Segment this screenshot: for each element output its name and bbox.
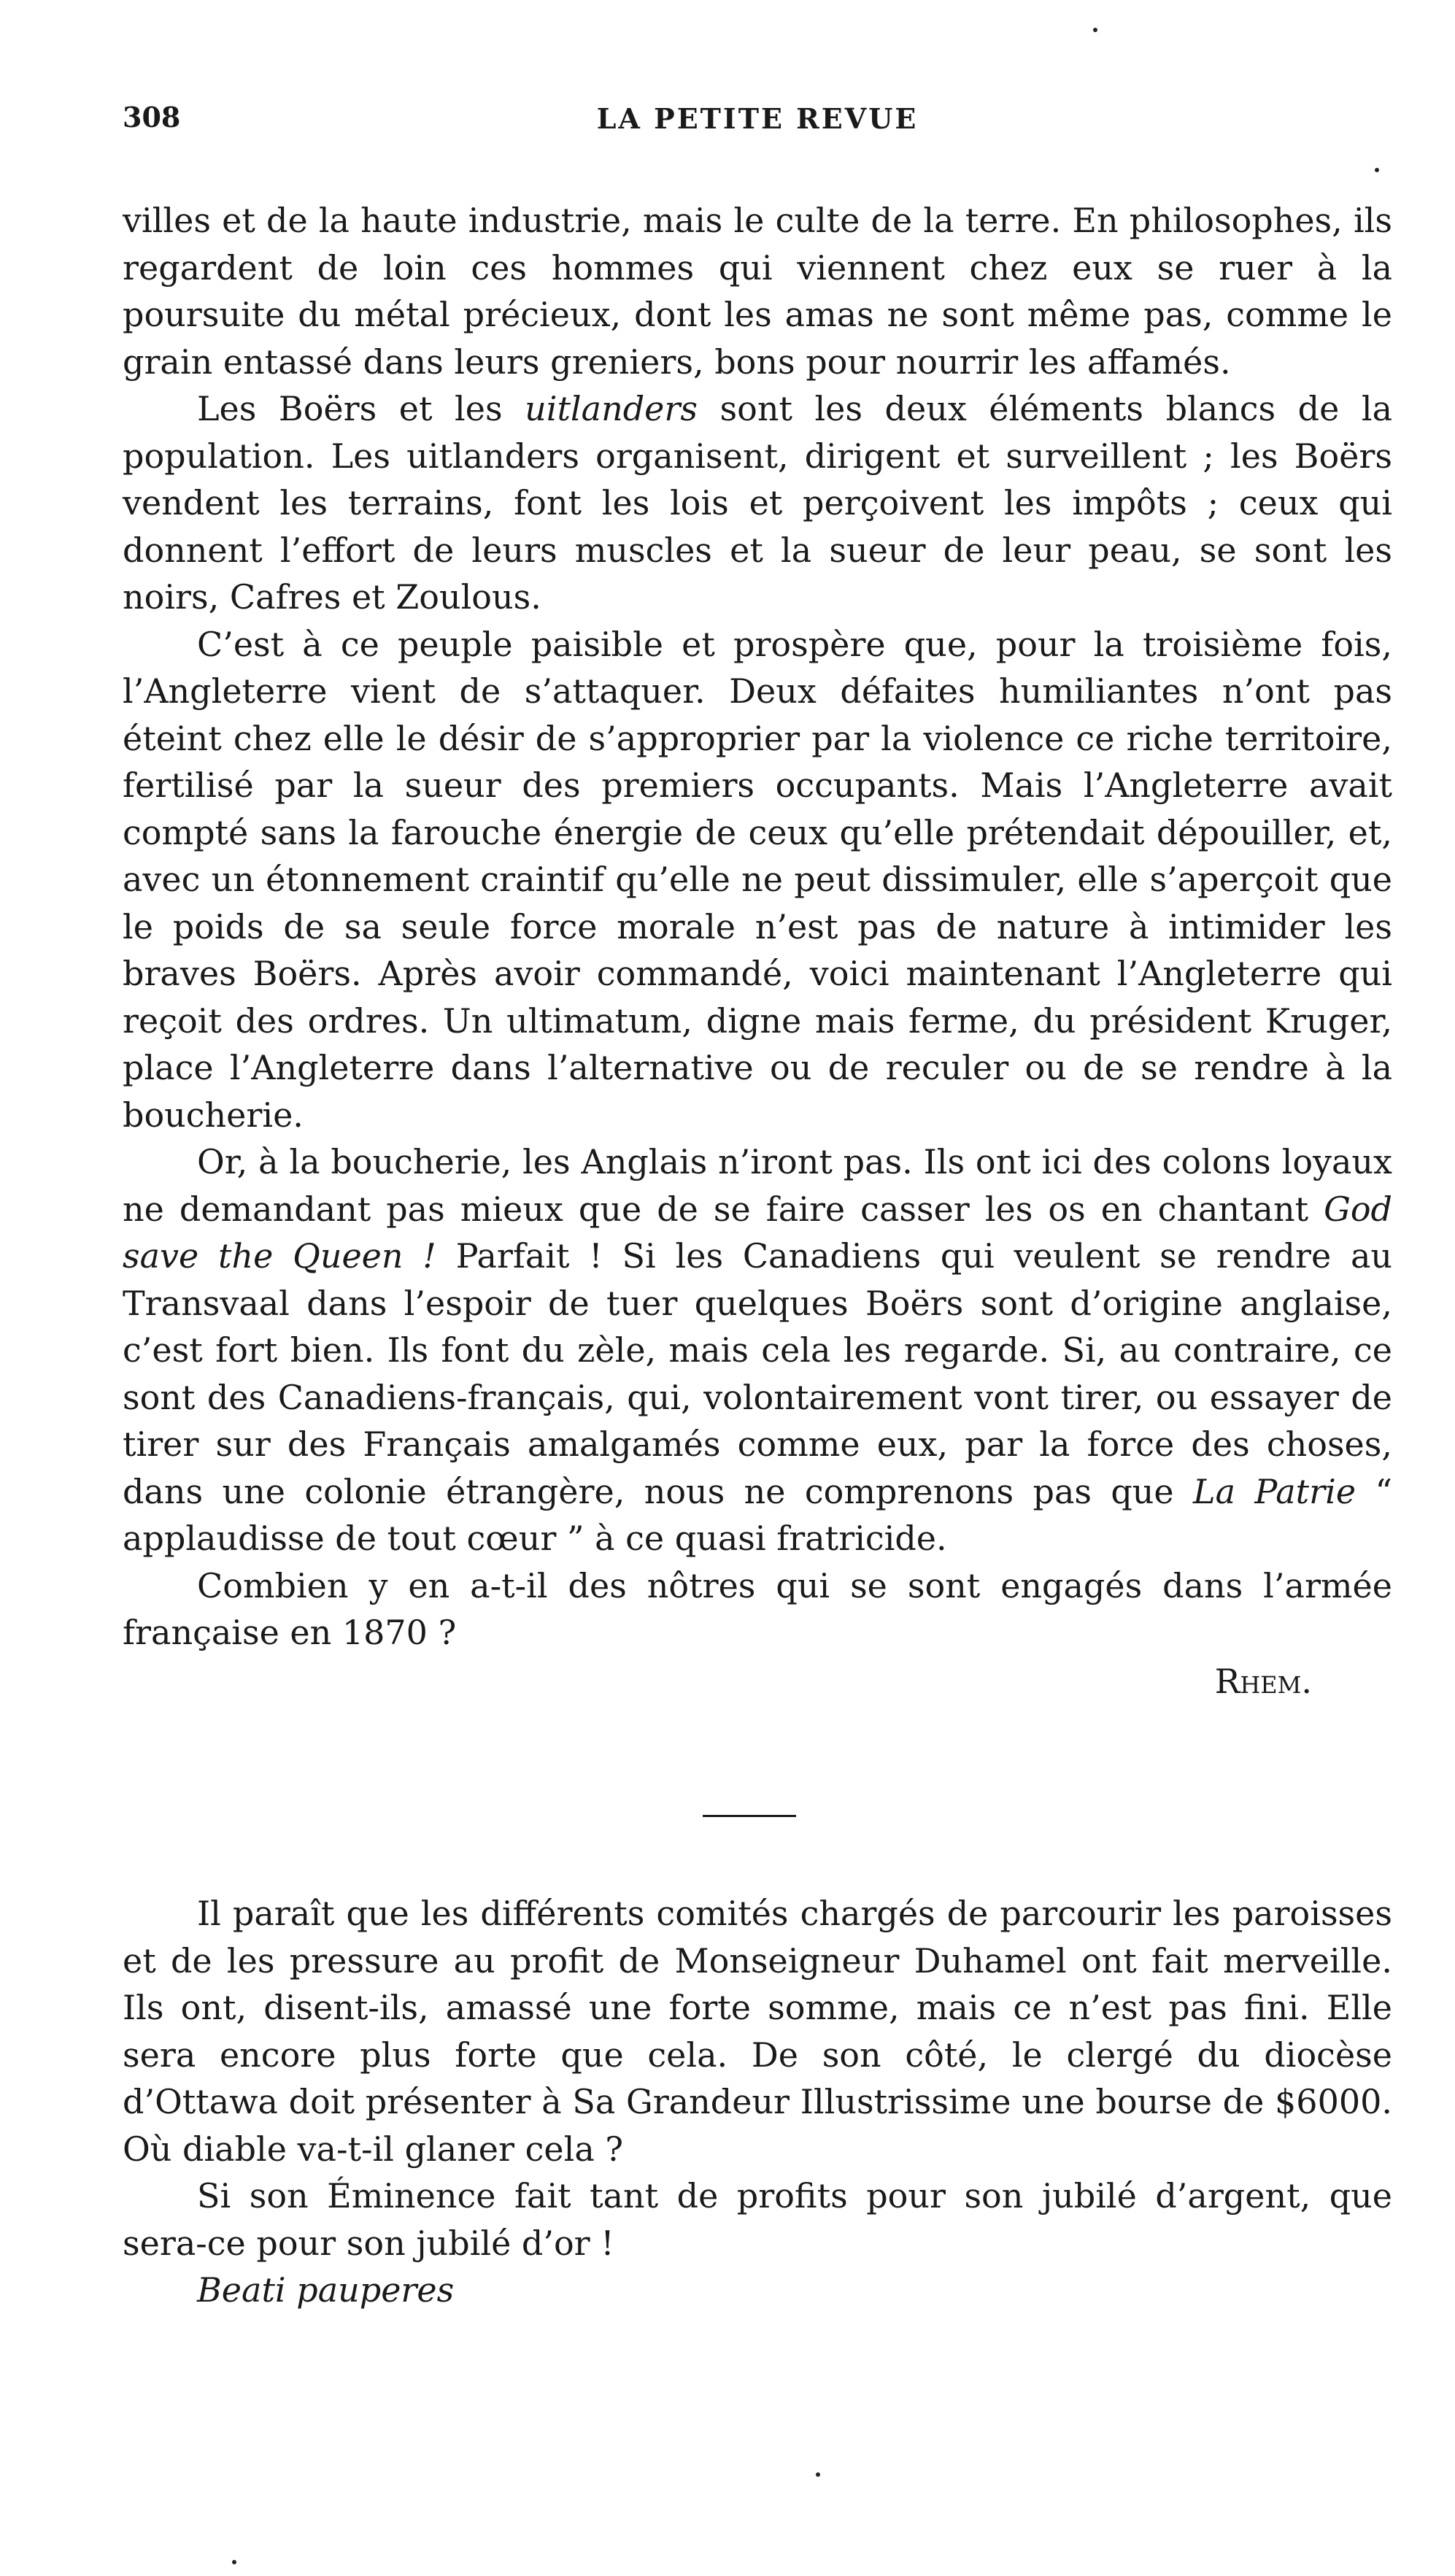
paragraph-4-text-middle: Parfait ! Si les Canadiens qui veulent se rendre au Transvaal dans l’espoir de tuer quelques Boërs sont d’origine anglaise, c’est fort bien. Ils font du zèle, mais cela les regarde. Si, au contraire, ce sont des Canadiens-français, qui, volontairement vont tirer, ou essayer de tirer sur des Français amalgamés comme eux, par la force des choses, dans une colonie étrangère, nous ne comprenons pas que (123, 1236, 1393, 1511)
paragraph-2-italic-term: uitlanders (525, 389, 698, 428)
running-title: LA PETITE REVUE (596, 102, 919, 135)
page-number: 308 (123, 101, 181, 134)
paragraph-4-text-end: “ applaudisse de tout cœur ” à ce quasi fratricide. (123, 1471, 1392, 1558)
paragraph-3: C’est à ce peuple paisible et prospère que, pour la troisième fois, l’Angleterre vient de s’attaquer. Deux défaites humiliantes n’ont pas éteint chez elle le désir de s’approprier par la violence ce riche territoire, fertilisé par la sueur des premiers occupants. Mais l’Angleterre avait compté sans la farouche énergie de ceux qu’elle prétendait dépouiller, et, avec un étonnement craintif qu’elle ne peut dissimuler, elle s’aperçoit que le poids de sa seule force morale n’est pas de nature à intimider les braves Boërs. Après avoir commandé, voici maintenant l’Angleterre qui reçoit des ordres. Un ultimatum, digne mais ferme, du président Kruger, place l’Angleterre dans l’alternative ou de reculer ou de se rendre à la boucherie. (123, 624, 1392, 1135)
paragraph-1: villes et de la haute industrie, mais le culte de la terre. En philosophes, ils regardent de loin ces hommes qui viennent chez eux se ruer à la poursuite du métal précieux, dont les amas ne sont même pas, comme le grain entassé dans leurs greniers, bons pour nourrir les affamés. (123, 201, 1392, 382)
closing-line (123, 2267, 1392, 2314)
paragraph-2-text-start: Les Boërs et les (197, 389, 503, 428)
paragraph-5: Combien y en a-t-il des nôtres qui se sont engagés dans l’armée française en 1870 ? (123, 1565, 1392, 1652)
section-divider (703, 1815, 796, 1817)
closing-italic-text: Beati pauperes (197, 2270, 455, 2310)
paragraph-4 (123, 1138, 1392, 1562)
paragraph-4-italic-song: God save the Queen ! (123, 1189, 1392, 1276)
print-speck (232, 2560, 236, 2564)
print-speck (816, 2472, 820, 2477)
print-speck (1093, 28, 1097, 32)
author-signature: Rhem. (1214, 1661, 1312, 1701)
print-speck (1375, 168, 1379, 172)
paragraph-4-italic-newspaper: La Patrie (1193, 1471, 1356, 1511)
paragraph-2-text-end: sont les deux éléments blancs de la population. Les uitlanders organisent, dirigent et surveillent ; les Boërs vendent les terrains, font les lois et perçoivent les impôts ; ceux qui donnent l’effort de leurs muscles et la sueur de leur peau, se sont les noirs, Cafres et Zoulous. (123, 389, 1393, 617)
paragraph-2 (123, 385, 1392, 621)
paragraph-6: Il paraît que les différents comités chargés de parcourir les paroisses et de les pressure au profit de Monseigneur Duhamel ont fait merveille. Ils ont, disent-ils, amassé une forte somme, mais ce n’est pas fini. Elle sera encore plus forte que cela. De son côté, le clergé du diocèse d’Ottawa doit présenter à Sa Grandeur Illustrissime une bourse de $6000. Où diable va-t-il glaner cela ? (123, 1894, 1392, 2169)
paragraph-7: Si son Éminence fait tant de profits pour son jubilé d’argent, que sera-ce pour son jubilé d’or ! (123, 2176, 1392, 2263)
article-one (123, 197, 1392, 1705)
page-header (123, 101, 1392, 144)
article-two (123, 1890, 1392, 2314)
paragraph-4-text-start: Or, à la boucherie, les Anglais n’iront pas. Ils ont ici des colons loyaux ne demandant pas mieux que de se faire casser les os en chantant (123, 1142, 1392, 1229)
